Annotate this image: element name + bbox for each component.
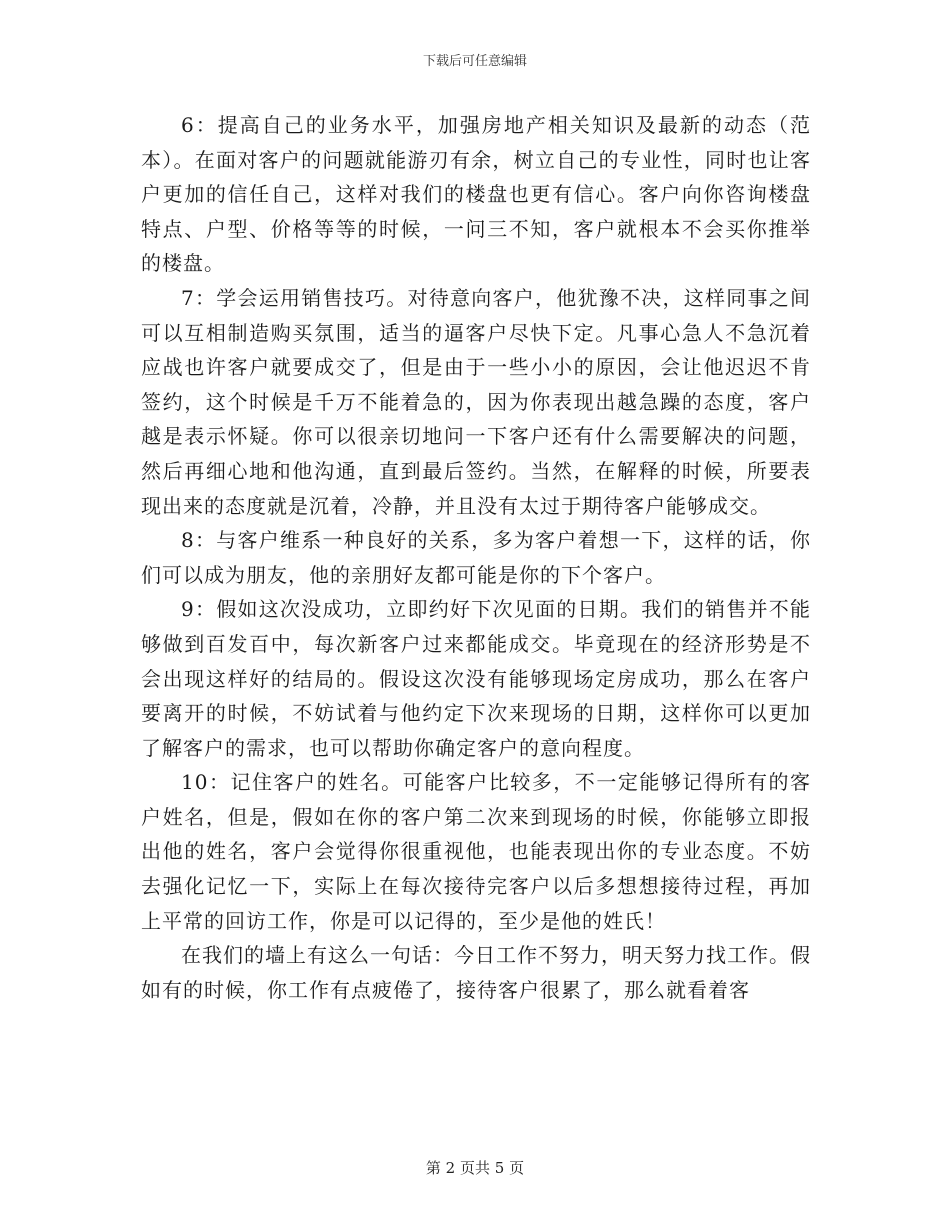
- paragraph-item-7: 7：学会运用销售技巧。对待意向客户，他犹豫不决，这样同事之间可以互相制造购买氛围，适当的逼客户尽快下定。凡事心急人不急沉着应战也许客户就要成交了，但是由于一些小小的原因，会让他迟迟不肯签约，这个时候是千万不能着急的，因为你表现出越急躁的态度，客户越是表示怀疑。你可以很亲切地问一下客户还有什么需要解决的问题，然后再细心地和他沟通，直到最后签约。当然，在解释的时候，所要表现出来的态度就是沉着，冷静，并且没有太过于期待客户能够成交。: [141, 285, 811, 518]
- page-header: 下载后可任意编辑: [422, 54, 527, 69]
- paragraph-item-9: 9：假如这次没成功，立即约好下次见面的日期。我们的销售并不能够做到百发百中，每次新客户过来都能成交。毕竟现在的经济形势是不会出现这样好的结局的。假设这次没有能够现场定房成功，那么在客户要离开的时候，不妨试着与他约定下次来现场的日期，这样你可以更加了解客户的需求，也可以帮助你确定客户的意向程度。: [141, 597, 811, 760]
- page-footer: 第 2 页共 5 页: [425, 1159, 525, 1177]
- document-body: [141, 108, 811, 1007]
- paragraph-item-10: 10：记住客户的姓名。可能客户比较多，不一定能够记得所有的客户姓名，但是，假如在你的客户第二次来到现场的时候，你能够立即报出他的姓名，客户会觉得你很重视他，也能表现出你的专业态度。不妨去强化记忆一下，实际上在每次接待完客户以后多想想接待过程，再加上平常的回访工作，你是可以记得的，至少是他的姓氏！: [141, 770, 811, 933]
- paragraph-item-6: 6：提高自己的业务水平，加强房地产相关知识及最新的动态（范本）。在面对客户的问题就能游刃有余，树立自己的专业性，同时也让客户更加的信任自己，这样对我们的楼盘也更有信心。客户向你咨询楼盘特点、户型、价格等等的时候，一问三不知，客户就根本不会买你推举的楼盘。: [141, 113, 811, 276]
- paragraph-closing: 在我们的墙上有这么一句话：今日工作不努力，明天努力找工作。假如有的时候，你工作有点疲倦了，接待客户很累了，那么就看着客: [141, 943, 811, 1002]
- paragraph-item-8: 8：与客户维系一种良好的关系，多为客户着想一下，这样的话，你们可以成为朋友，他的亲朋好友都可能是你的下个客户。: [141, 528, 811, 587]
